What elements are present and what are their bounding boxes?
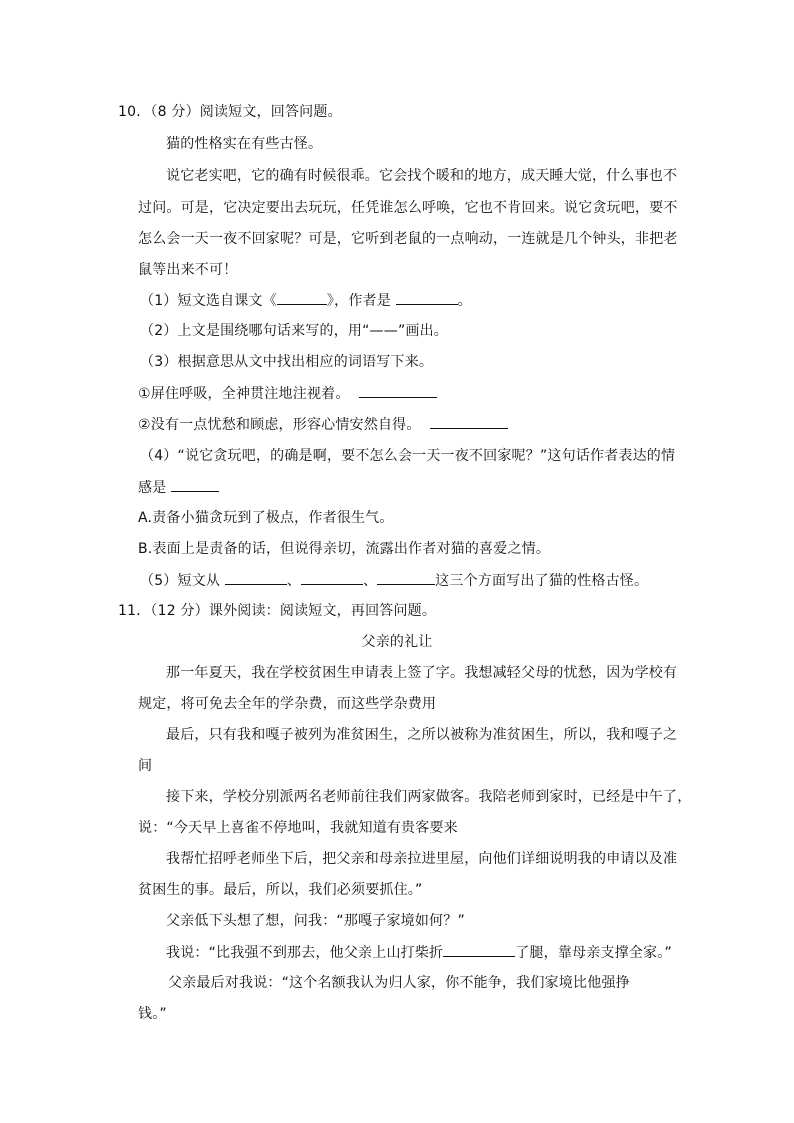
q10-passage-line: 鼠等出来不可！ [138,262,238,278]
passage-title: 父亲的礼让 [361,634,433,650]
q10-sub1-text: 》，作者是 [326,293,396,309]
q10-sub4: （4）“说它贪玩吧，的确是啊，要不怎么会一天一夜不回家呢？”这句话作者表达的情 [140,448,676,464]
q10-passage-line: 说它老实吧，它的确有时候很乖。它会找个暖和的地方，成天睡大觉，什么事也不 [166,168,678,184]
q11-passage-line: 贫困生的事。最后，所以，我们必须要抓住。” [138,882,423,898]
q11-passage-line: 说：“今天早上喜雀不停地叫，我就知道有贵客要来 [138,820,458,836]
q11-passage-line: 父亲最后对我说：“这个名额我认为归人家，你不能争，我们家境比他强挣 [168,975,630,991]
q10-sub4-cont [138,477,219,498]
q10-passage-line: 猫的性格实在有些古怪。 [166,136,323,152]
answer-blank[interactable] [396,290,458,305]
q11-passage-line: 间 [138,758,153,774]
q11-passage-line: 我帮忙招呼老师坐下后，把父亲和母亲拉进里屋，向他们详细说明我的申请以及准 [166,851,678,867]
q10-sub2: （2）上文是围绕哪句话来写的，用“——”画出。 [140,323,449,339]
q11-header: 11．（12 分）课外阅读：阅读短文，再回答问题。 [118,603,437,619]
q10-sub3-item [138,414,508,435]
q10-sub5 [140,570,648,591]
q10-sub3-item [138,383,437,404]
q10-sub1-text: （1）短文选自课文《 [140,293,277,309]
q11-passage-line: 父亲低下头想了想，问我：“那嘎子家境如何？” [166,913,465,929]
q10-option-a: A.责备小猫贪玩到了极点，作者很生气。 [138,510,394,526]
q10-passage-line: 怎么会一天一夜不回家呢？可是，它听到老鼠的一点响动，一连就是几个钟头，非把老 [138,231,678,247]
q11-passage-line: 最后，只有我和嘎子被列为准贫困生，之所以被称为准贫困生，所以，我和嘎子之 [166,727,678,743]
q10-sub4-text: 感是 [138,480,172,496]
q11-passage-line: 接下来，学校分别派两名老师前往我们两家做客。我陪老师到家时，已经是中午了， [166,789,692,805]
answer-blank[interactable] [359,383,437,398]
answer-blank[interactable] [430,414,508,429]
q10-sub1-text: 。 [457,293,472,309]
q10-sub5-sep: 、 [286,573,301,589]
q10-option-b: B.表面上是责备的话，但说得亲切，流露出作者对猫的喜爱之情。 [138,541,551,557]
q11-passage-line: 那一年夏天，我在学校贫困生申请表上签了字。我想减轻父母的忧愁，因为学校有 [166,665,678,681]
q11-passage-line [166,942,672,963]
answer-blank[interactable] [377,570,435,585]
q10-passage-line: 过问。可是，它决定要出去玩玩，任凭谁怎么呼唤，它也不肯回来。说它贪玩吧，要不 [138,200,678,216]
answer-blank[interactable] [301,570,363,585]
q11-passage-text: 我说：“比我强不到那去，他父亲上山打柴折 [166,945,444,961]
q10-sub5-text: （5）短文从 [140,573,225,589]
q10-sub3: （3）根据意思从文中找出相应的词语写下来。 [140,354,434,370]
q11-passage-text: 了腿，靠母亲支撑全家。” [515,945,672,961]
q11-passage-line: 规定，将可免去全年的学杂费，而这些学杂费用 [138,696,437,712]
answer-blank[interactable] [277,290,327,305]
answer-blank[interactable] [443,942,515,957]
answer-blank[interactable] [171,477,219,492]
q10-header: 10．（8 分）阅读短文，回答问题。 [118,104,342,120]
q10-sub5-text: 这三个方面写出了猫的性格古怪。 [435,573,649,589]
q10-sub5-sep: 、 [362,573,378,589]
q10-sub1 [140,290,472,311]
answer-blank[interactable] [225,570,287,585]
q10-sub3-item-text: ②没有一点忧愁和顾虑，形容心情安然自得。 [138,417,421,433]
q11-passage-line: 钱。” [138,1006,167,1022]
q10-sub3-item-text: ①屏住呼吸，全神贯注地注视着。 [138,386,350,402]
